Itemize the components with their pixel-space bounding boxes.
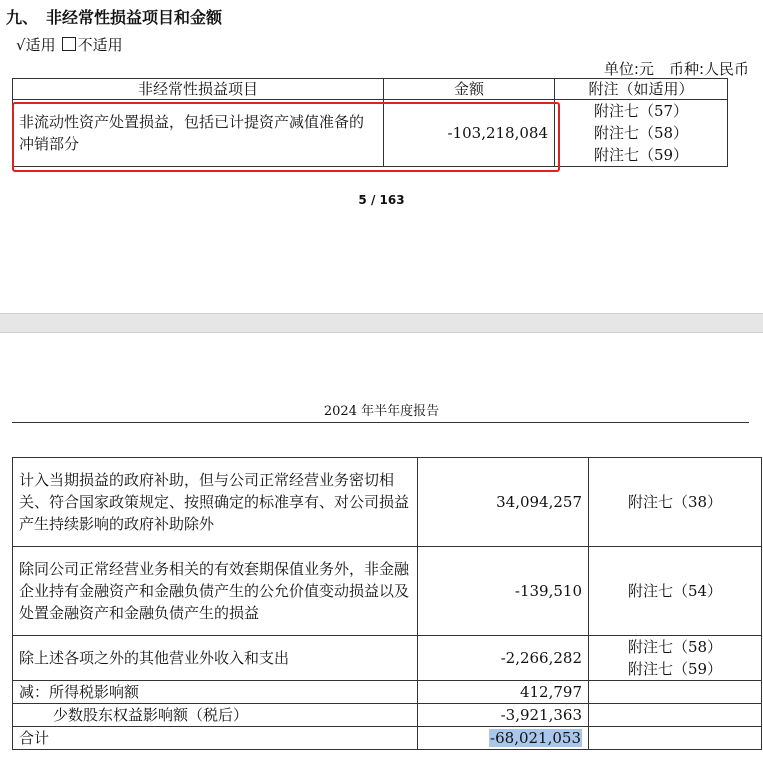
- table-row: [13, 547, 762, 636]
- section-title: 九、 非经常性损益项目和金额: [6, 8, 223, 27]
- total-label: 合计: [13, 727, 418, 750]
- row-item: 非流动性资产处置损益，包括已计提资产减值准备的冲销部分: [13, 100, 384, 167]
- note: 附注七（57）: [593, 102, 689, 120]
- page-number: 5 / 163: [358, 193, 405, 207]
- row-notes: [589, 704, 762, 727]
- header-note: 附注（如适用）: [555, 79, 728, 100]
- row-notes: [589, 727, 762, 750]
- row-amount: -139,510: [418, 547, 589, 636]
- note: 附注七（58）: [593, 124, 689, 142]
- note: 附注七（54）: [627, 582, 723, 600]
- row-item: 除同公司正常经营业务相关的有效套期保值业务外，非金融企业持有金融资产和金融负债产生的公允价值变动损益以及处置金融资产和金融负债产生的损益: [13, 547, 418, 636]
- applicability-options: [16, 34, 123, 55]
- row-notes: [589, 458, 762, 547]
- not-applicable-label: 不适用: [77, 36, 123, 54]
- report-title: 2024 年半年度报告: [323, 404, 440, 419]
- row-amount: -103,218,084: [384, 100, 555, 167]
- note: 附注七（59）: [593, 146, 689, 164]
- row-notes: [589, 681, 762, 704]
- total-amount-cell: [418, 727, 589, 750]
- row-notes: [589, 636, 762, 681]
- row-amount: -2,266,282: [418, 636, 589, 681]
- unit-currency-line: 单位:元 币种:人民币: [603, 60, 749, 78]
- table-row: [13, 458, 762, 547]
- total-row: [13, 727, 762, 750]
- page-gap: [0, 313, 763, 333]
- row-amount: 412,797: [418, 681, 589, 704]
- empty-checkbox-icon: [62, 37, 76, 51]
- table-bottom: [12, 457, 762, 750]
- row-amount: 34,094,257: [418, 458, 589, 547]
- row-notes: [589, 547, 762, 636]
- header-item: 非经常性损益项目: [13, 79, 384, 100]
- row-item: 少数股东权益影响额（税后）: [13, 704, 418, 727]
- row-item: 减：所得税影响额: [13, 681, 418, 704]
- table-row: [13, 704, 762, 727]
- note: 附注七（38）: [627, 493, 723, 511]
- total-amount[interactable]: -68,021,053: [490, 729, 581, 747]
- note: 附注七（59）: [627, 660, 723, 678]
- table-header-row: [13, 79, 728, 100]
- row-item: 除上述各项之外的其他营业外收入和支出: [13, 636, 418, 681]
- row-notes: [555, 100, 728, 167]
- applicable-label: 适用: [25, 36, 56, 54]
- table-row: [13, 636, 762, 681]
- row-item: 计入当期损益的政府补助，但与公司正常经营业务密切相关、符合国家政策规定、按照确定的标准享有、对公司损益产生持续影响的政府补助除外: [13, 458, 418, 547]
- note: 附注七（58）: [627, 638, 723, 656]
- header-amount: 金额: [384, 79, 555, 100]
- header-rule: [12, 422, 749, 423]
- row-amount: -3,921,363: [418, 704, 589, 727]
- check-mark: √: [16, 36, 26, 54]
- highlight-box: [12, 102, 560, 172]
- table-row: [13, 681, 762, 704]
